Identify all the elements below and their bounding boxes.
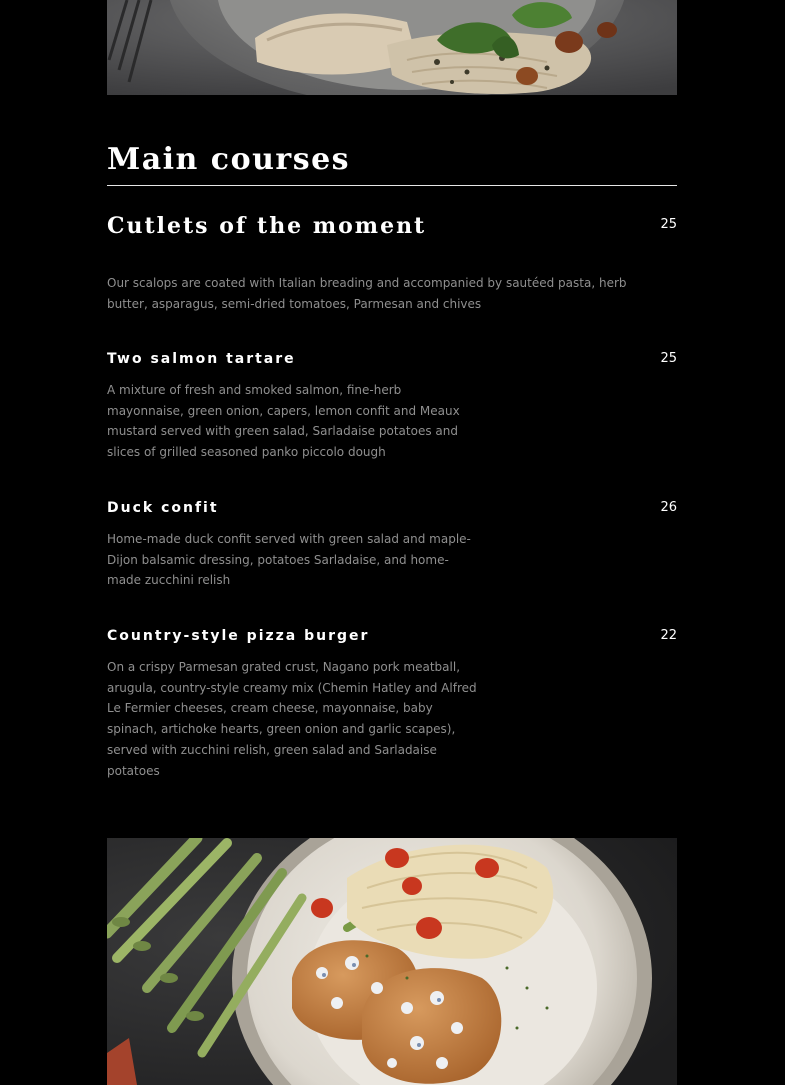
dish-name: Duck confit bbox=[107, 500, 219, 516]
section-title: Main courses bbox=[107, 142, 351, 177]
dish-description: On a crispy Parmesan grated crust, Nagano pork meatball, arugula, country-style creamy mix (Chemin Hatley and Alfred Le Fermier cheeses, cream cheese, mayonnaise, baby spinach, artichoke hearts, green onion and garlic scapes), served with zucchini relish, green salad and Sarladaise potatoes bbox=[107, 660, 477, 778]
dish-price: 22 bbox=[660, 628, 677, 643]
dish-description: A mixture of fresh and smoked salmon, fine-herb mayonnaise, green onion, capers, lemon confit and Meaux mustard served with green salad, Sarladaise potatoes and slices of grilled seasoned panko piccolo dough bbox=[107, 383, 460, 460]
dish-description: Home-made duck confit served with green salad and maple-Dijon balsamic dressing, potatoes Sarladaise, and home-made zucchini relish bbox=[107, 532, 471, 588]
section-divider bbox=[107, 185, 677, 186]
dish-price: 26 bbox=[660, 500, 677, 515]
top-dish-photo bbox=[107, 0, 677, 95]
dish-name: Two salmon tartare bbox=[107, 351, 296, 367]
dish-price: 25 bbox=[660, 351, 677, 366]
cutlets-dish-photo bbox=[107, 838, 677, 1085]
dish-name: Country-style pizza burger bbox=[107, 628, 370, 644]
dish-price: 25 bbox=[660, 217, 677, 232]
dish-description: Our scalops are coated with Italian breading and accompanied by sautéed pasta, herb butter, asparagus, semi-dried tomatoes, Parmesan and chives bbox=[107, 276, 627, 311]
dish-name: Cutlets of the moment bbox=[107, 213, 427, 239]
